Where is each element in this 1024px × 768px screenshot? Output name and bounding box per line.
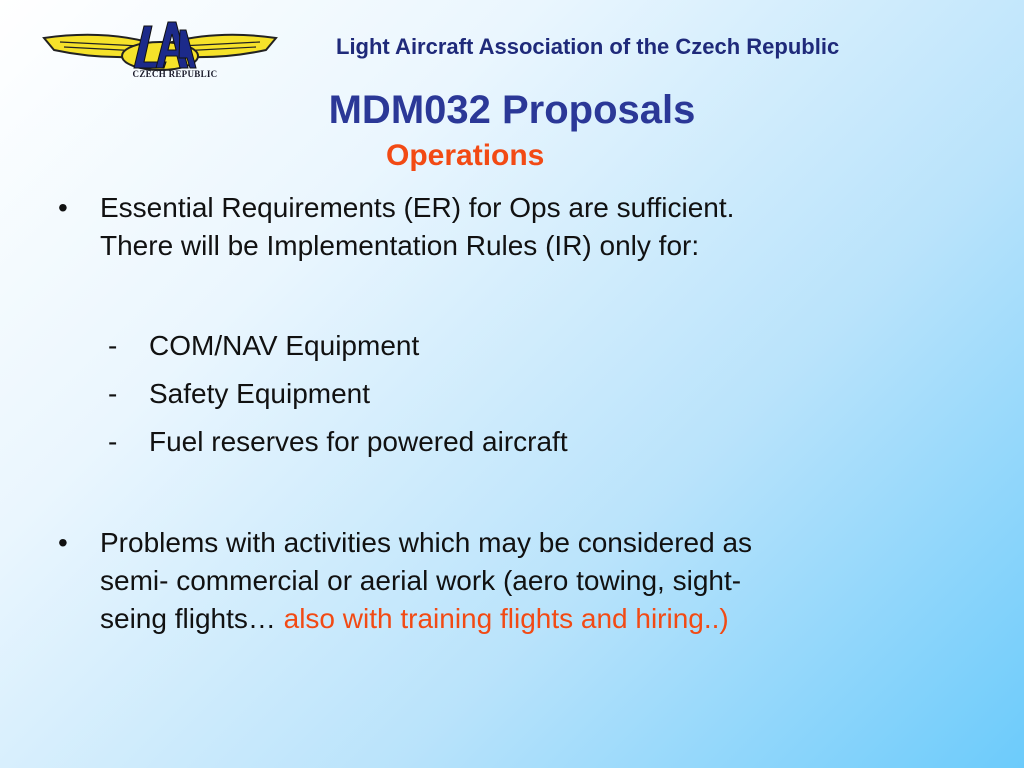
bullet-1-line-1: Essential Requirements (ER) for Ops are sufficient. (100, 192, 735, 223)
bullet-2-line-1: Problems with activities which may be considered as (100, 527, 753, 558)
bullet-2-highlight: also with training flights and hiring..) (283, 603, 729, 634)
bullet-1-line-2: There will be Implementation Rules (IR) only for: (100, 230, 700, 261)
bullet-marker: • (58, 192, 68, 223)
bullet-text-2 (100, 524, 980, 638)
sub-item-marker: - (108, 426, 118, 457)
slide-title: MDM032 Proposals (328, 88, 696, 132)
bullet-text-1 (100, 189, 980, 265)
logo-caption: CZECH REPUBLIC (132, 69, 218, 79)
bullet-2-line-3 (100, 600, 980, 638)
bullet-2-line-3-text: seing flights… (100, 603, 284, 634)
sub-item-marker: - (108, 330, 118, 361)
sub-item-safety: Safety Equipment (149, 378, 371, 409)
bullet-marker: • (58, 527, 68, 558)
slide-subtitle: Operations (386, 139, 545, 172)
sub-item-marker: - (108, 378, 118, 409)
organization-name: Light Aircraft Association of the Czech Republic (336, 34, 840, 59)
sub-item-com-nav: COM/NAV Equipment (149, 330, 420, 361)
sub-item-fuel: Fuel reserves for powered aircraft (149, 426, 568, 457)
bullet-2-line-2: semi- commercial or aerial work (aero towing, sight- (100, 565, 742, 596)
